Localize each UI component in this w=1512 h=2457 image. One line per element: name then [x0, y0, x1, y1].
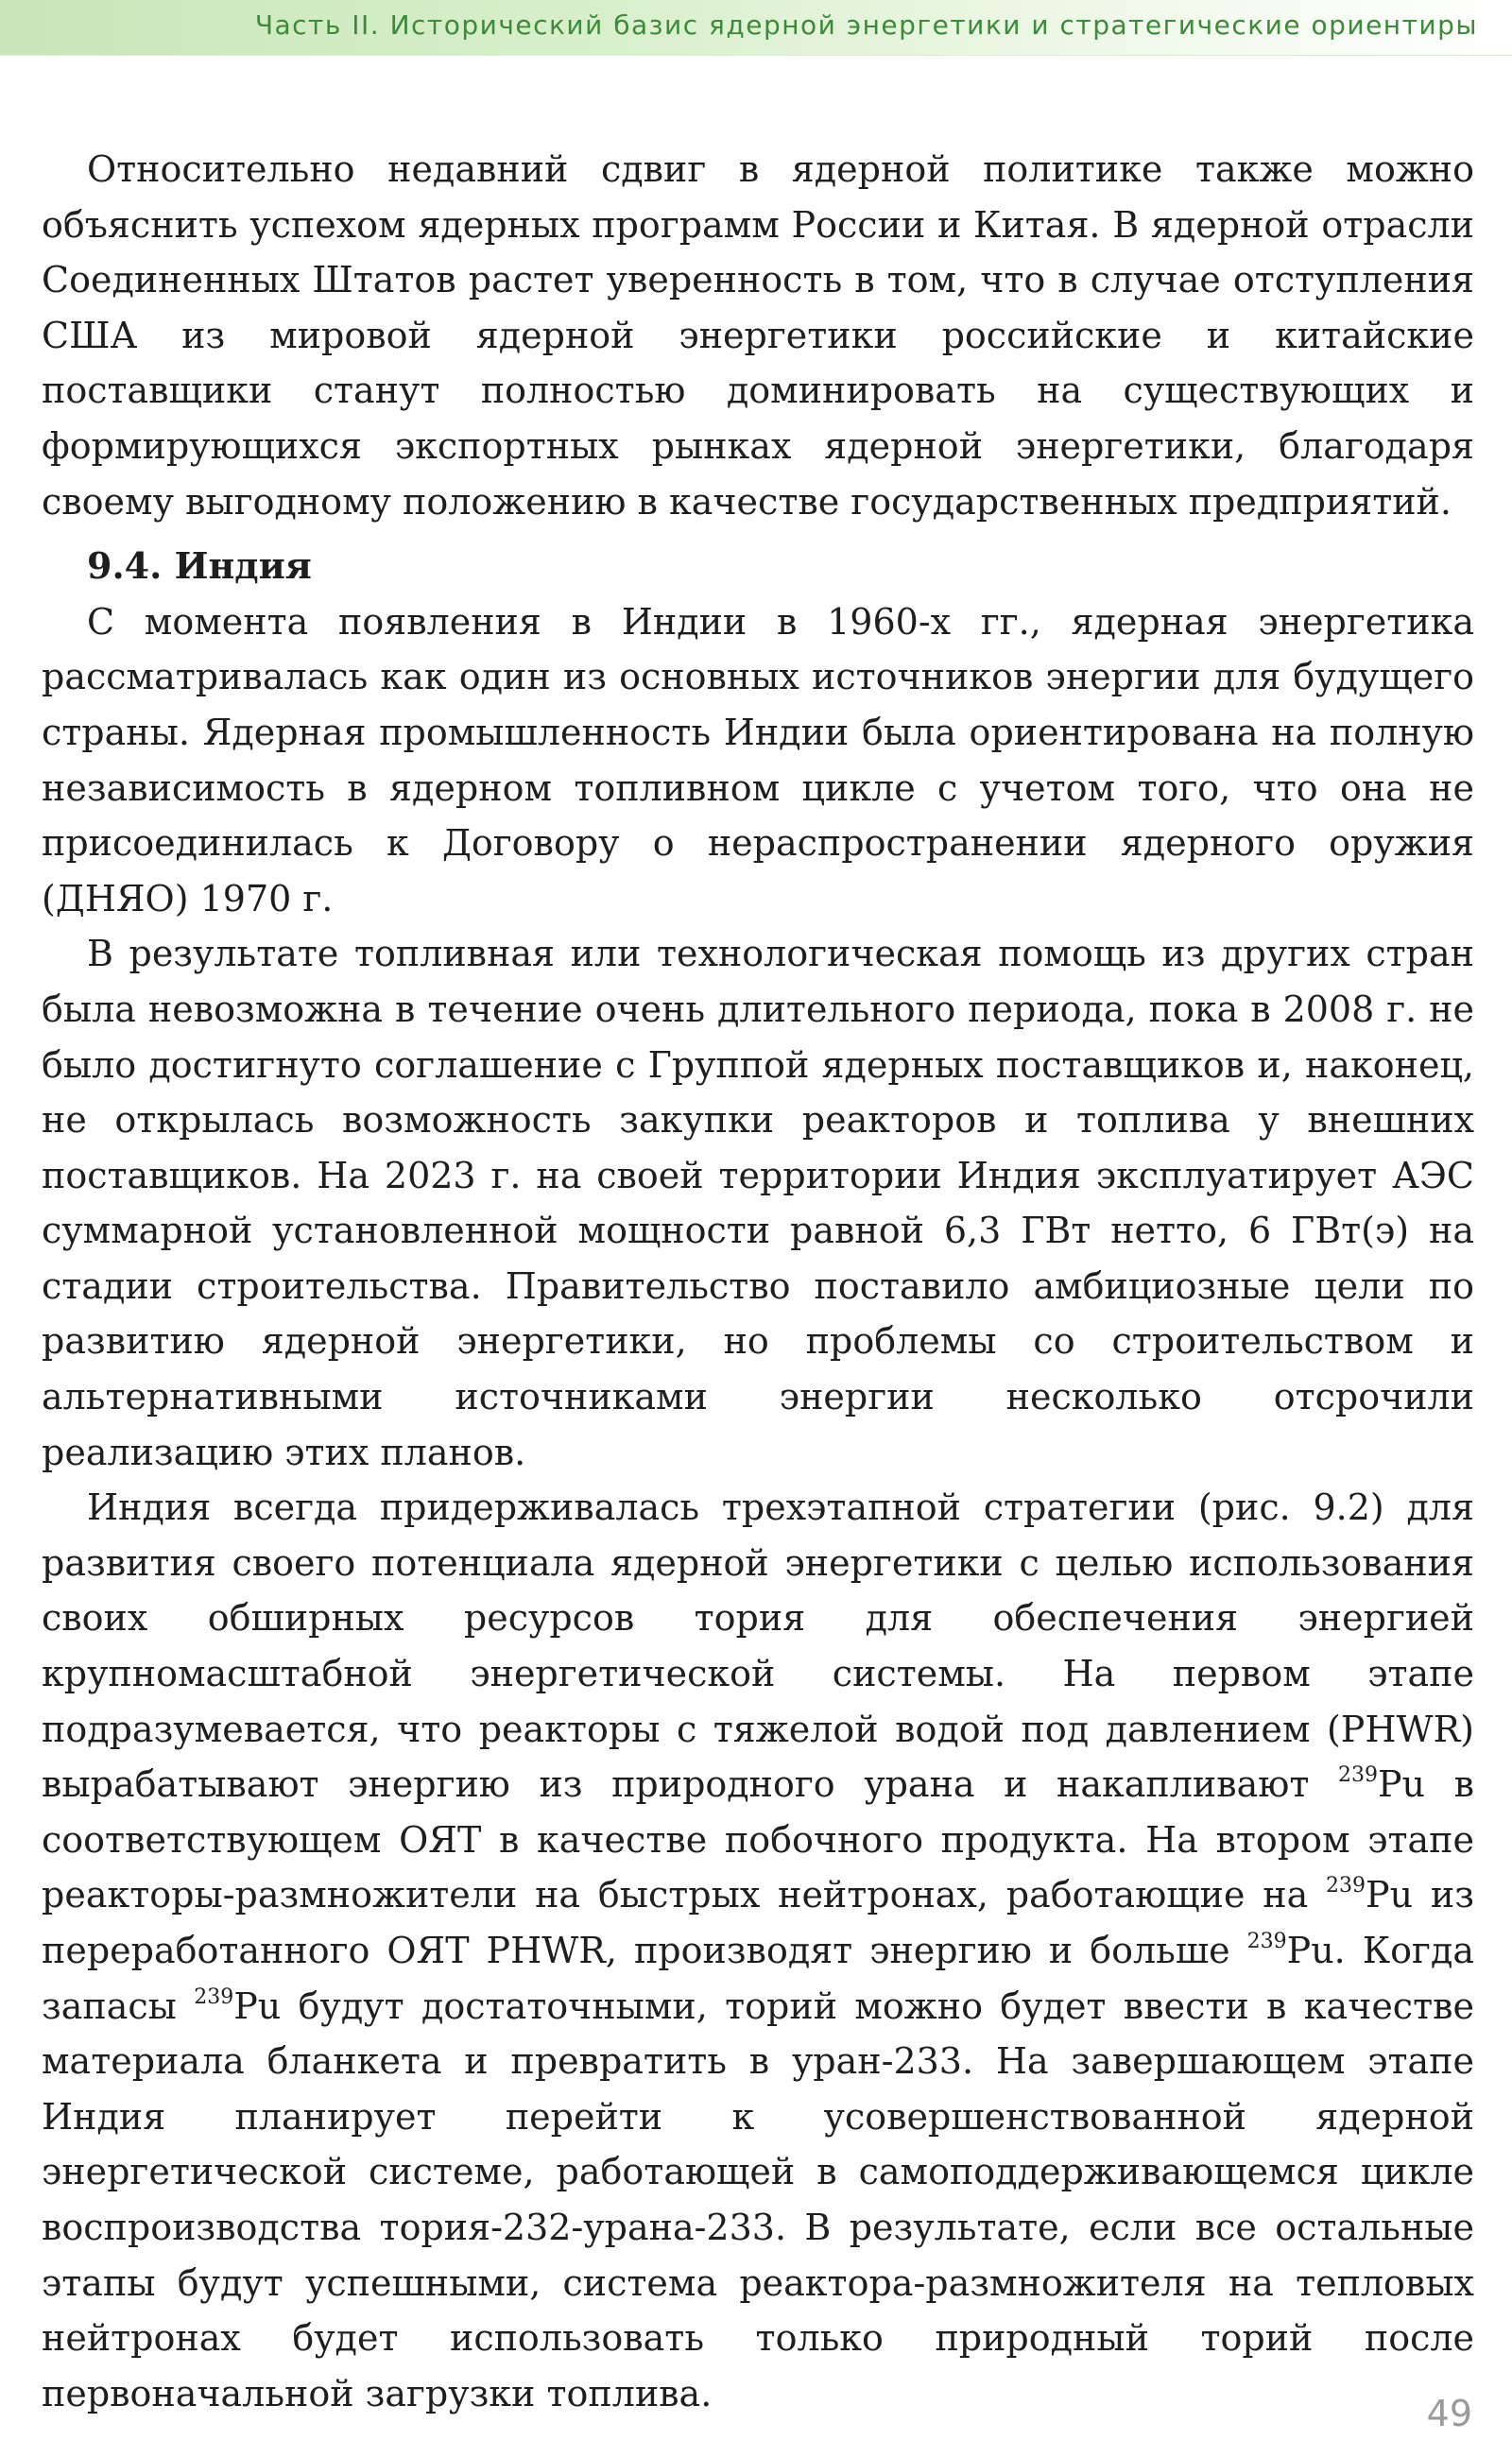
- paragraph-three-stage-strategy: [42, 1480, 1474, 2421]
- section-heading: 9.4. Индия: [87, 544, 312, 588]
- paragraph-india-history: С момента появления в Индии в 1960-х гг., ядерная энергетика рассматривалась как один из основных источников энергии для будущего страны. Ядерная промышленность Индии была ориентирована на полную независимость в ядерном топливном цикле с учетом того, что она не присоединилась к Договору о нераспространении ядерного оружия (ДНЯО) 1970 г.: [42, 600, 1474, 919]
- strategy-text-2: в соответствующем ОЯТ в качестве побочного продукта. На втором этапе реакторы-размножители на быстрых нейтронах, работающие на: [42, 1763, 1474, 1916]
- page-body: [42, 142, 1474, 2421]
- paragraph-policy-shift: Относительно недавний сдвиг в ядерной политике также можно объяснить успехом ядерных программ России и Китая. В ядерной отрасли Соединенных Штатов растет уверенность в том, что в случае отступления США из мировой ядерной энергетики российские и китайские поставщики станут полностью доминировать на существующих и формирующихся экспортных рынках ядерной энергетики, благодаря своему выгодному положению в качестве государственных предприятий.: [42, 148, 1474, 523]
- strategy-text-4: Когда запасы: [42, 1930, 1474, 2027]
- isotope-symbol: Pu: [1366, 1874, 1414, 1916]
- running-title: Часть II. Исторический базис ядерной энергетики и стратегические ориентиры: [254, 9, 1478, 41]
- page-number: 49: [1426, 2393, 1472, 2434]
- isotope-symbol: Pu: [233, 1984, 282, 2027]
- isotope-mass-number: 239: [1337, 1763, 1378, 1788]
- isotope-symbol: Pu: [1377, 1763, 1425, 1806]
- paragraph-india-status: В результате топливная или технологическая помощь из других стран была невозможна в течение очень длительного периода, пока в 2008 г. не было достигнуто соглашение с Группой ядерных поставщиков и, наконец, не открылась возможность закупки реакторов и топлива у внешних поставщиков. На 2023 г. на своей территории Индия эксплуатирует АЭС суммарной установленной мощности равной 6,3 ГВт нетто, 6 ГВт(э) на стадии строительства. Правительство поставило амбициозные цели по развитию ядерной энергетики, но проблемы со строительством и альтернативными источниками энергии несколько отсрочили реализацию этих планов.: [42, 933, 1474, 1473]
- isotope-mass-number: 239: [1246, 1930, 1287, 1953]
- isotope-symbol: Pu.: [1286, 1930, 1346, 1971]
- strategy-text-3: из переработанного ОЯТ PHWR, производят энергию и больше: [42, 1874, 1474, 1971]
- strategy-text-5: будут достаточными, торий можно будет ввести в качестве материала бланкета и превратить в уран-233. На завершающем этапе Индия планирует перейти к усовершенствованной ядерной энергетической системе, работающей в самоподдерживающемся цикле воспроизводства тория-232-урана-233. В результате, если все остальные этапы будут успешными, система реактора-размножителя на тепловых нейтронах будет использовать только природный торий после первоначальной загрузки топлива.: [42, 1984, 1474, 2414]
- running-header: [0, 0, 1512, 56]
- strategy-text-1: Индия всегда придерживалась трехэтапной стратегии (рис. 9.2) для развития своего потенциала ядерной энергетики с целью использования своих обширных ресурсов тория для обеспечения энергией крупномасштабной энергетической системы. На первом этапе подразумевается, что реакторы с тяжелой водой под давлением (PHWR) вырабатывают энергию из природного урана и накапливают: [42, 1486, 1474, 1806]
- isotope-mass-number: 239: [1326, 1874, 1366, 1899]
- isotope-mass-number: 239: [194, 1984, 234, 2009]
